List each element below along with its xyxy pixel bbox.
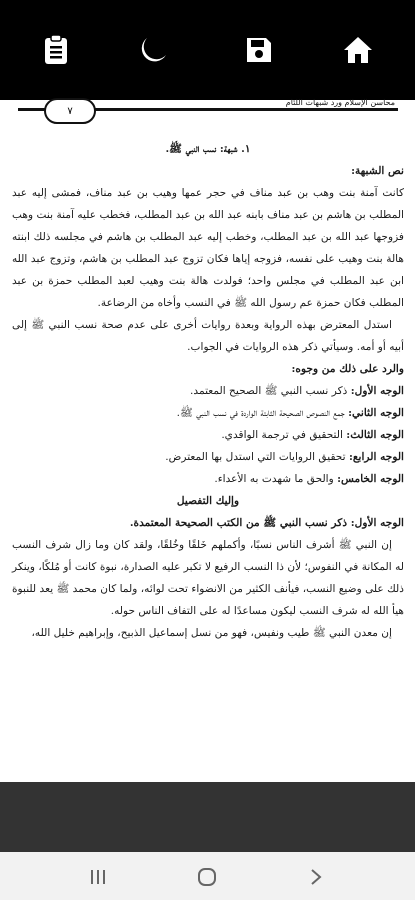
line-text: استدل المعترض بهذه الرواية وبعدة روايات أخرى على عدم صحة نسب النبي ﷺ إلى أبيه أو أمه. وسيأتي ذكر هذه الروايات في الجواب. <box>12 319 404 353</box>
argument-line <box>12 446 404 468</box>
book-title: محاسن الإسلام ورد شبهات اللئام <box>285 98 395 107</box>
line-label: الوجه الرابع: <box>348 451 404 463</box>
line-text: كانت آمنة بنت وهب بن عبد مناف في حجر عمها وهيب بن عبد مناف، فمشى إليه عبد المطلب بن هاشم بن عبد مناف بابنه عبد الله بن عبد المطلب، فخطب عليه آمنة بنت وهب فزوجها عبد الله بن عبد المطلب، وخطب إليه عبد المطلب بن هاشم في مجلسه ذلك ابنته هالة بنت وهيب على نفسه، فزوجه إياها فكان تزوج عبد المطلب بن هاشم، وتزوج عبد الله ابن عبد المطلب في مجلس واحد؛ فولدت هالة بنت وهيب لعبد المطلب حمزة بن عبد المطلب فكان حمزة عم رسول الله ﷺ في النسب وأخاه من الرضاعة. <box>12 187 404 309</box>
moon-icon[interactable] <box>136 32 172 68</box>
system-nav-bar <box>0 852 415 900</box>
paragraph-a: إن النبي ﷺ أشرف الناس نسبًا، وأكملهم خَلقًا وخُلقًا، ولقد كان وما زال شرف النسب له المكانة في النفوس؛ لأن ذا النسب الرفيع لا تكبر عليه الصدارة، نبوة كانت أو مُلكًا، وينكر ذلك على وضيع النسب، فيأنف الكثير من الانضواء تحت لوائه، ولما كان محمد ﷺ يعد للنبوة هيأ الله له شرف النسب ليكون مساعدًا له على التفاف الناس حوله. <box>12 539 404 617</box>
home-circle-icon[interactable] <box>193 864 221 890</box>
clipboard-icon[interactable] <box>38 32 74 68</box>
line-label: الوجه الثالث: <box>346 429 404 441</box>
line-label: نص الشبهة: <box>351 165 404 177</box>
argument-line <box>12 424 404 446</box>
line-text: والحق ما شهدت به الأعداء. <box>214 473 338 485</box>
paragraph-b: إن معدن النبي ﷺ طيب ونفيس، فهو من نسل إسماعيل الذبيح، وإبراهيم خليل الله، <box>31 627 392 639</box>
line-label: الوجه الثاني: <box>348 407 404 419</box>
argument-line <box>12 402 404 424</box>
line-text: التحقيق في ترجمة الواقدي. <box>221 429 347 441</box>
argument-line <box>12 380 404 402</box>
home-icon[interactable] <box>340 32 376 68</box>
line-text: ذكر نسب النبي ﷺ الصحيح المعتمد. <box>190 385 351 397</box>
line-text: جمع النصوص الصحيحة الثابتة الواردة في نسب النبي ﷺ. <box>176 407 349 419</box>
line-label: والرد على ذلك من وجوه: <box>291 363 404 375</box>
section-heading: ١. شبهة: نسب النبي ﷺ. <box>165 143 251 155</box>
top-toolbar <box>0 0 415 100</box>
back-chevron-icon[interactable] <box>302 864 330 890</box>
line-label: الوجه الخامس: <box>337 473 404 485</box>
argument-line <box>12 358 404 380</box>
page-content <box>12 138 404 644</box>
page-number: ٧ <box>44 98 96 124</box>
detail-heading: وإليك التفصيل <box>176 495 240 507</box>
recent-apps-icon[interactable] <box>84 864 112 890</box>
line-text: تحقيق الروايات التي استدل بها المعترض. <box>165 451 349 463</box>
argument-line <box>12 182 404 314</box>
save-icon[interactable] <box>241 32 277 68</box>
argument-line <box>12 314 404 358</box>
argument-line <box>12 160 404 182</box>
line-label: الوجه الأول: <box>350 385 404 397</box>
bottom-toolbar <box>0 782 415 852</box>
first-aspect-title: الوجه الأول: ذكر نسب النبي ﷺ من الكتب الصحيحة المعتمدة. <box>129 517 404 529</box>
argument-line <box>12 468 404 490</box>
